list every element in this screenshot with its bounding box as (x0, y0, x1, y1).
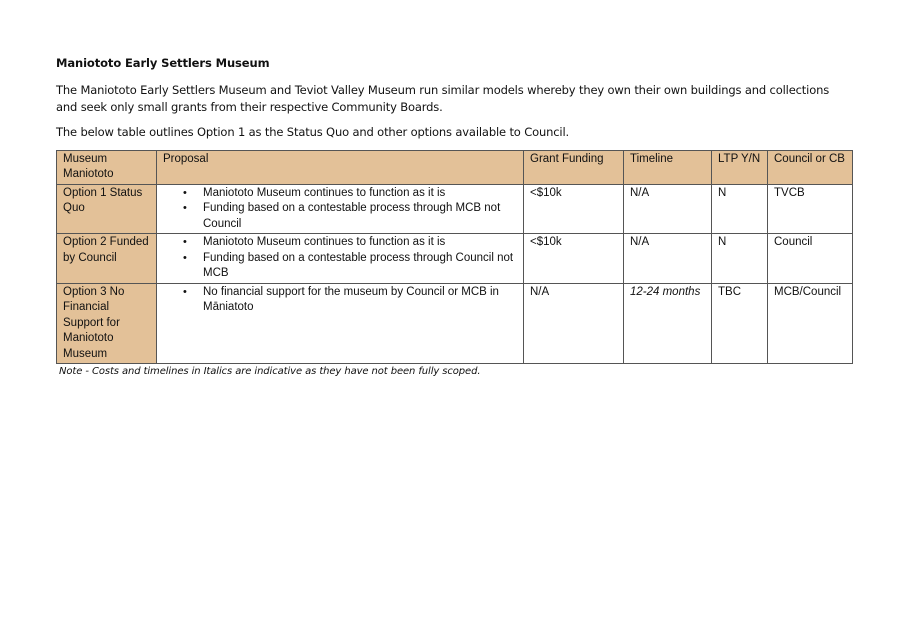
proposal-cell (157, 283, 524, 364)
timeline-cell: N/A (624, 234, 712, 284)
header-ltp: LTP Y/N (712, 150, 768, 184)
document-content (56, 56, 852, 377)
council-or-cb-cell: Council (768, 234, 853, 284)
council-or-cb-cell: TVCB (768, 184, 853, 234)
header-proposal: Proposal (157, 150, 524, 184)
options-table (56, 150, 853, 365)
intro-paragraph: The Maniototo Early Settlers Museum and Teviot Valley Museum run similar models whereby they own their own buildings and collections and seek only small grants from their respective Community Boards. (56, 83, 830, 114)
ltp-cell: N (712, 234, 768, 284)
ltp-cell: N (712, 184, 768, 234)
proposal-item: • Maniototo Museum continues to function as it is (183, 235, 518, 251)
proposal-list (163, 186, 518, 233)
ltp-cell: TBC (712, 283, 768, 364)
grant-funding-cell: N/A (524, 283, 624, 364)
grant-funding-cell: <$10k (524, 184, 624, 234)
timeline-cell: 12-24 months (624, 283, 712, 364)
header-timeline: Timeline (624, 150, 712, 184)
proposal-list (163, 285, 518, 316)
timeline-cell: N/A (624, 184, 712, 234)
option-cell: Option 1 Status Quo (57, 184, 157, 234)
proposal-list (163, 235, 518, 282)
proposal-item: • Funding based on a contestable process through MCB not Council (183, 201, 518, 232)
table-header-row (57, 150, 853, 184)
section-heading: Maniototo Early Settlers Museum (56, 56, 270, 70)
proposal-item: • Maniototo Museum continues to function as it is (183, 186, 518, 202)
option-cell: Option 3 No Financial Support for Maniototo Museum (57, 283, 157, 364)
proposal-cell (157, 234, 524, 284)
council-or-cb-cell: MCB/Council (768, 283, 853, 364)
table-intro-paragraph: The below table outlines Option 1 as the Status Quo and other options available to Council. (56, 125, 570, 139)
header-museum: Museum Maniototo (57, 150, 157, 184)
proposal-item: • Funding based on a contestable process through Council not MCB (183, 251, 518, 282)
grant-funding-cell: <$10k (524, 234, 624, 284)
proposal-cell (157, 184, 524, 234)
proposal-item: • No financial support for the museum by Council or MCB in Māniatoto (183, 285, 518, 316)
header-grant-funding: Grant Funding (524, 150, 624, 184)
header-council-or-cb: Council or CB (768, 150, 853, 184)
table-row (57, 184, 853, 234)
table-note: Note - Costs and timelines in Italics are indicative as they have not been fully scoped. (59, 366, 481, 377)
option-cell: Option 2 Funded by Council (57, 234, 157, 284)
table-row (57, 283, 853, 364)
table-row (57, 234, 853, 284)
